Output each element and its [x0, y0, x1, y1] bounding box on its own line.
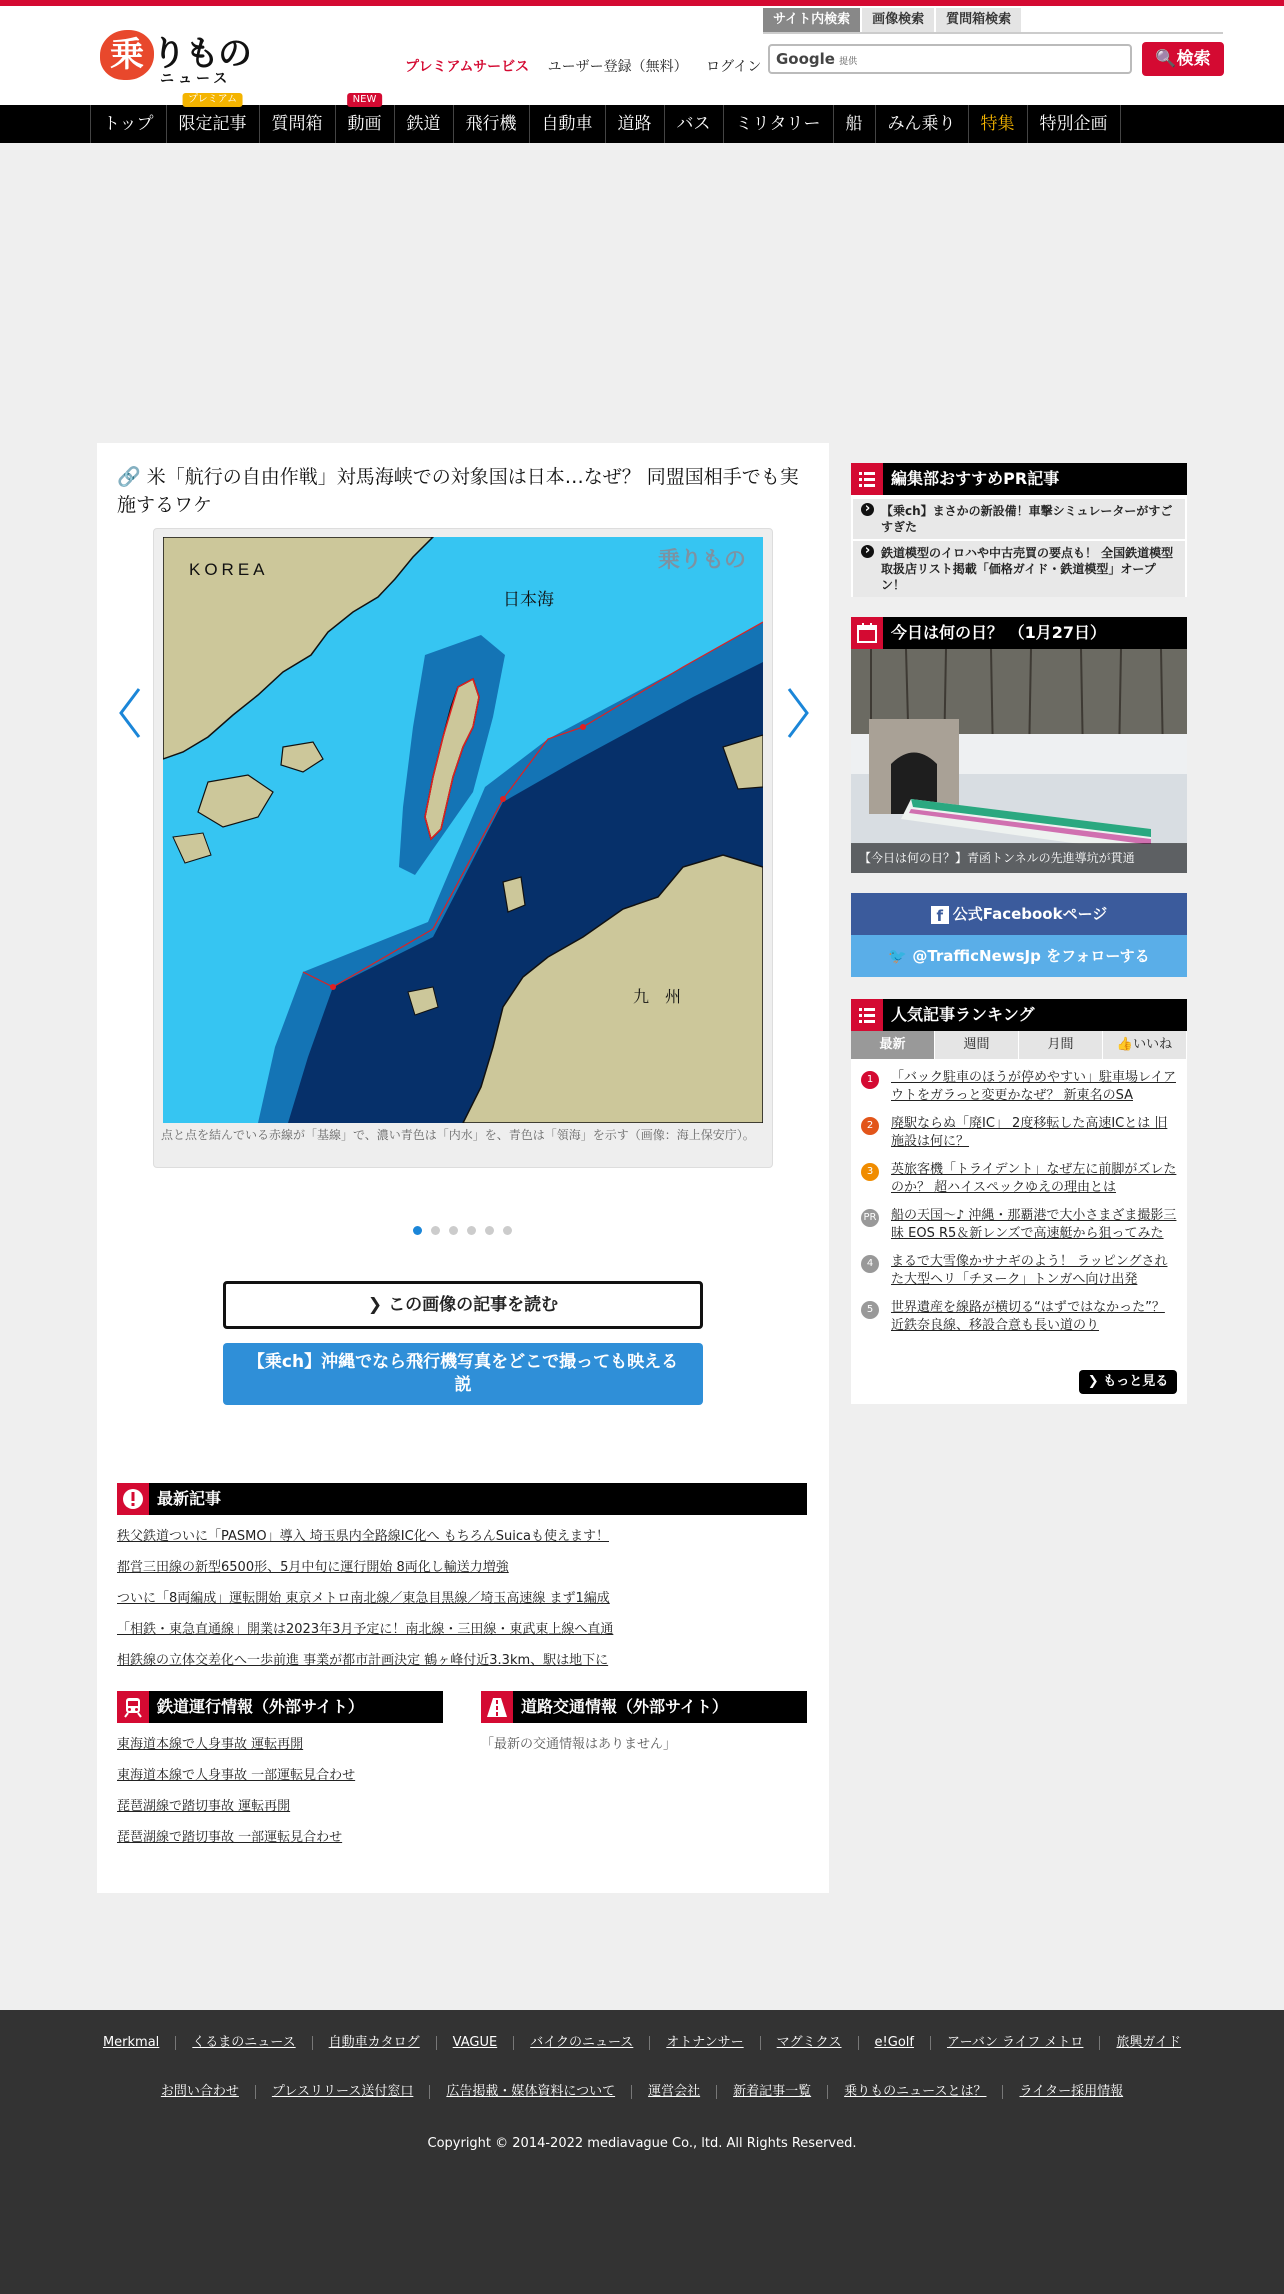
twitter-icon: 🐦 — [888, 947, 908, 965]
gallery-dot[interactable] — [413, 1226, 422, 1235]
article-title-text: 米「航行の自由作戦」対馬海峡での対象国は日本…なぜ？ 同盟国相手でも実施するワケ — [117, 466, 799, 516]
ranking-item-text: まるで大雪像かサナギのよう！ ラッピングされた大型ヘリ「チヌーク」トンガへ向け出発 — [891, 1254, 1168, 1287]
nav-item-label: 自動車 — [541, 114, 593, 134]
today-photo[interactable] — [851, 649, 1187, 873]
rank-number: PR — [861, 1209, 879, 1227]
facebook-button[interactable] — [851, 893, 1187, 935]
nav-badge: プレミアム — [182, 93, 243, 107]
more-button[interactable] — [1079, 1370, 1177, 1394]
footer-link[interactable]: 乗りものニュースとは？ — [828, 2085, 1003, 2099]
nav-item[interactable] — [606, 105, 665, 143]
ranking-item[interactable] — [851, 1293, 1187, 1339]
today-heading-text: 今日は何の日？ （1月27日） — [891, 623, 1106, 642]
ranking-box — [851, 999, 1187, 1404]
pr-heading — [851, 463, 1187, 495]
chevron-right-icon: ❯ — [367, 1295, 383, 1315]
gallery-prev-arrow[interactable] — [115, 683, 145, 743]
register-link[interactable]: ユーザー登録（無料） — [547, 59, 688, 75]
latest-list — [117, 1521, 613, 1676]
footer-link[interactable]: 旅興ガイド — [1116, 2035, 1182, 2050]
ranking-item[interactable] — [851, 1201, 1187, 1247]
map-label-korea: KOREA — [189, 560, 269, 579]
footer-link[interactable]: ライター採用情報 — [1019, 2084, 1124, 2099]
rail-info-link[interactable]: 東海道本線で人身事故 一部運転見合わせ — [117, 1768, 356, 1783]
more-label: もっと見る — [1103, 1374, 1169, 1389]
nav-item-label: 動画 — [347, 114, 382, 134]
footer-link[interactable]: 新着記事一覧 — [717, 2085, 828, 2099]
map-image[interactable] — [163, 537, 763, 1123]
copyright: Copyright © 2014-2022 mediavague Co., ltd. All Rights Reserved. — [427, 2136, 857, 2151]
ranking-heading-text: 人気記事ランキング — [891, 1005, 1035, 1024]
twitter-label: @TrafficNewsJp をフォローする — [912, 947, 1150, 965]
ranking-item[interactable] — [851, 1063, 1187, 1109]
today-caption: 【今日は何の日？】青函トンネルの先進導坑が貫通 — [851, 843, 1187, 873]
latest-article-link[interactable]: ついに「8両編成」運転開始 東京メトロ南北線／東急目黒線／埼玉高速線 まず1編成 — [117, 1591, 610, 1606]
nav-badge: NEW — [347, 93, 383, 107]
footer-link[interactable]: 運営会社 — [632, 2085, 717, 2099]
map-label-sea: 日本海 — [503, 590, 554, 610]
nav-item[interactable] — [336, 94, 395, 143]
nav-item[interactable] — [530, 105, 606, 143]
road-info — [481, 1729, 676, 1760]
tab-image-search[interactable]: 画像検索 — [862, 8, 934, 32]
gallery-dot[interactable] — [449, 1226, 458, 1235]
related-video-button[interactable]: 【乗ch】沖縄でなら飛行機写真をどこで撮っても映える説 — [223, 1343, 703, 1405]
read-article-label: この画像の記事を読む — [388, 1295, 559, 1315]
footer-link[interactable]: e!Golf — [859, 2036, 931, 2050]
gallery-next-arrow[interactable] — [783, 683, 813, 743]
nav-item[interactable] — [167, 94, 260, 143]
ranking-list — [851, 1059, 1187, 1339]
rail-info-link[interactable]: 琵琶湖線で踏切事故 運転再開 — [117, 1799, 291, 1814]
google-sub-label: 提供 — [839, 57, 858, 67]
footer-link[interactable]: バイクのニュース — [514, 2036, 650, 2050]
latest-heading — [117, 1483, 807, 1515]
gallery-dot[interactable] — [503, 1226, 512, 1235]
rail-heading-text: 鉄道運行情報（外部サイト） — [157, 1697, 364, 1716]
nav-item[interactable] — [260, 105, 336, 143]
search-tabs — [763, 8, 1223, 34]
header-links — [405, 56, 775, 76]
ranking-item[interactable] — [851, 1155, 1187, 1201]
gallery-dot[interactable] — [485, 1226, 494, 1235]
nav-item[interactable] — [876, 105, 969, 143]
search-input[interactable] — [768, 44, 1132, 74]
nav-item-label: 船 — [845, 114, 863, 134]
tab-monthly[interactable]: 月間 — [1019, 1031, 1103, 1059]
premium-link[interactable]: プレミアムサービス — [405, 59, 530, 75]
nav-item[interactable] — [454, 105, 530, 143]
chevron-right-icon: ❯ — [1087, 1374, 1099, 1389]
nav-item[interactable] — [665, 105, 724, 143]
footer-link[interactable]: オトナンサー — [650, 2036, 760, 2050]
today-heading — [851, 617, 1187, 649]
nav-item-label: トップ — [103, 114, 154, 134]
gallery-dots — [413, 1226, 512, 1235]
ranking-item-text: 廃駅ならぬ「廃IC」 2度移転した高速ICとは 旧施設は何に？ — [891, 1116, 1168, 1149]
rank-number: 2 — [861, 1117, 879, 1135]
link-icon: 🔗 — [117, 466, 141, 488]
ranking-tabs — [851, 1031, 1187, 1059]
thumbs-up-icon: 👍 — [1116, 1037, 1134, 1052]
image-gallery — [153, 528, 773, 1168]
nav-item-label: 限定記事 — [178, 114, 247, 134]
site-footer — [0, 2010, 1284, 2294]
site-logo[interactable] — [100, 24, 265, 86]
nav-item[interactable] — [969, 105, 1028, 143]
latest-article-link[interactable]: 都営三田線の新型6500形、5月中旬に運行開始 8両化し輸送力増強 — [117, 1560, 509, 1575]
nav-item[interactable] — [834, 105, 876, 143]
ranking-item-text: 「バック駐車のほうが停めやすい」駐車場レイアウトをガラっと変更かなぜ？ 新東名のSA — [891, 1070, 1176, 1103]
pr-item[interactable]: › 【乗ch】まさかの新設備！車撃シミュレーターがすごすぎた — [853, 499, 1185, 539]
footer-link[interactable]: 広告掲載・媒体資料について — [430, 2085, 632, 2099]
rail-list — [117, 1729, 355, 1853]
footer-link[interactable]: お問い合わせ — [145, 2085, 256, 2099]
map-label-kyushu: 九 州 — [633, 987, 682, 1006]
pr-box — [851, 463, 1187, 597]
gallery-dot[interactable] — [467, 1226, 476, 1235]
latest-article-link[interactable]: 「相鉄・東急直通線」開業は2023年3月予定に！南北線・三田線・東武東上線へ直通 — [117, 1622, 614, 1637]
login-link[interactable]: ログイン — [706, 59, 762, 75]
facebook-label: 公式Facebookページ — [952, 905, 1108, 923]
footer-link[interactable]: アーバン ライフ メトロ — [931, 2036, 1100, 2050]
latest-article-link[interactable]: 秩父鉄道ついに「PASMO」導入 埼玉県内全路線IC化へ もちろんSuicaも使えます！ — [117, 1529, 609, 1544]
list-icon — [851, 463, 883, 495]
site-header — [0, 6, 1284, 105]
ranking-item[interactable] — [851, 1109, 1187, 1155]
nav-item-label: 道路 — [617, 114, 652, 134]
pr-item[interactable]: › 鉄道模型のイロハや中古売買の要点も！ 全国鉄道模型取扱店リスト掲載「価格ガイド・鉄道模型」オープン！ — [853, 541, 1185, 597]
logo-text: りもの — [152, 34, 251, 74]
google-label: Google — [776, 50, 835, 68]
calendar-icon — [851, 617, 883, 649]
road-info-text: 「最新の交通情報はありません」 — [481, 1737, 677, 1752]
nav-item-label: ミリタリー — [735, 114, 821, 134]
search-icon: 🔍 — [1155, 49, 1177, 69]
nav-item-label: 特別企画 — [1039, 114, 1108, 134]
footer-link[interactable]: VAGUE — [437, 2036, 515, 2050]
nav-item[interactable] — [1028, 105, 1121, 143]
nav-item[interactable] — [395, 105, 454, 143]
nav-items — [90, 94, 1121, 143]
footer-info-links — [0, 2085, 1284, 2099]
ranking-heading — [851, 999, 1187, 1031]
tab-weekly[interactable]: 週間 — [935, 1031, 1019, 1059]
tab-likes-label: いいね — [1133, 1037, 1173, 1052]
rank-number: 5 — [861, 1301, 879, 1319]
ranking-item-text: 英旅客機「トライデント」なぜ左に前脚がズレたのか？ 超ハイスペックゆえの理由とは — [891, 1162, 1177, 1195]
tab-question-search[interactable]: 質問箱検索 — [936, 8, 1021, 32]
latest-article-link[interactable]: 相鉄線の立体交差化へ一歩前進 事業が都市計画決定 鶴ヶ峰付近3.3km、駅は地下に — [117, 1653, 609, 1668]
gallery-dot[interactable] — [431, 1226, 440, 1235]
rail-info-link[interactable]: 琵琶湖線で踏切事故 一部運転見合わせ — [117, 1830, 343, 1845]
nav-item[interactable] — [91, 105, 167, 143]
tab-site-search[interactable]: サイト内検索 — [763, 8, 860, 32]
twitter-button[interactable] — [851, 935, 1187, 977]
article-title[interactable] — [117, 463, 807, 519]
main-nav — [0, 94, 1284, 143]
nav-item-label: 特集 — [980, 114, 1015, 134]
tab-likes[interactable] — [1103, 1031, 1187, 1059]
footer-partner-links — [0, 2036, 1284, 2050]
nav-item-label: バス — [676, 114, 711, 134]
tab-latest[interactable]: 最新 — [851, 1031, 935, 1059]
exclamation-icon — [117, 1483, 149, 1515]
nav-item-label: みん乗り — [887, 114, 956, 134]
nav-item[interactable] — [724, 105, 834, 143]
latest-heading-text: 最新記事 — [157, 1489, 222, 1508]
rail-info-link[interactable]: 東海道本線で人身事故 運転再開 — [117, 1737, 304, 1752]
footer-link[interactable]: 自動車カタログ — [313, 2036, 437, 2050]
search-button[interactable] — [1142, 42, 1224, 76]
rank-number: 1 — [861, 1071, 879, 1089]
ranking-item-text: 船の天国～♪ 沖縄・那覇港で大小さまざま撮影三昧 EOS R5＆新レンズで高速艇から狙ってみた — [891, 1208, 1177, 1241]
search-button-label: 検索 — [1176, 49, 1211, 69]
footer-link[interactable]: Merkmal — [87, 2036, 176, 2050]
train-icon — [117, 1691, 149, 1723]
map-watermark: 乗りもの — [658, 548, 747, 573]
nav-item-label: 質問箱 — [271, 114, 323, 134]
image-caption: 点と点を結んでいる赤線が「基線」で、濃い青色は「内水」を、青色は「領海」を示す（画像：海上保安庁）。 — [161, 1128, 755, 1142]
rail-heading — [117, 1691, 443, 1723]
footer-link[interactable]: マグミクス — [761, 2036, 859, 2050]
list-icon — [851, 999, 883, 1031]
pr-heading-text: 編集部おすすめPR記事 — [891, 469, 1060, 488]
logo-badge: 乗 — [100, 30, 154, 80]
ranking-item[interactable] — [851, 1247, 1187, 1293]
today-box — [851, 617, 1187, 873]
nav-item-label: 飛行機 — [465, 114, 517, 134]
road-heading-text: 道路交通情報（外部サイト） — [521, 1697, 728, 1716]
read-article-button[interactable] — [223, 1281, 703, 1329]
main-content — [97, 443, 829, 1893]
road-heading — [481, 1691, 807, 1723]
rank-number: 4 — [861, 1255, 879, 1273]
footer-link[interactable]: プレスリリース送付窓口 — [256, 2085, 430, 2099]
ranking-item-text: 世界遺産を線路が横切る“はずではなかった”？ 近鉄奈良線、移設合意も長い道のり — [891, 1300, 1165, 1333]
rank-number: 3 — [861, 1163, 879, 1181]
road-icon — [481, 1691, 513, 1723]
tunnel-train-image — [851, 649, 1187, 873]
facebook-icon: f — [931, 906, 949, 924]
logo-subtext: ニュース — [160, 71, 232, 87]
nav-item-label: 鉄道 — [406, 114, 441, 134]
footer-link[interactable]: くるまのニュース — [176, 2036, 312, 2050]
